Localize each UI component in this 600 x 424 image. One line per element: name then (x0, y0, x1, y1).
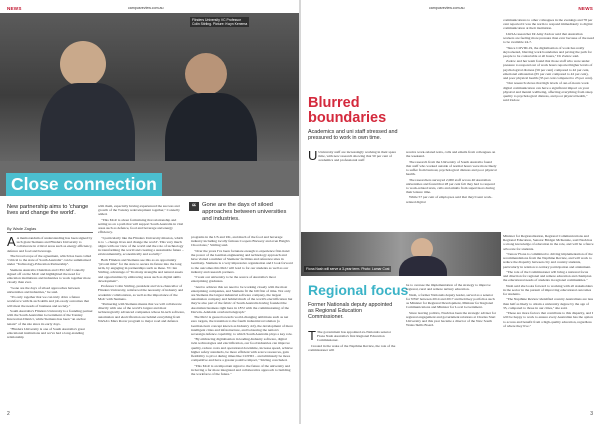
left-page (0, 0, 299, 424)
fiona-nash-photo (301, 232, 501, 276)
blurred-boundaries-title: Blurred boundaries (308, 95, 387, 126)
site-url: campusreview.com.au (429, 6, 465, 10)
site-url: campusreview.com.au (128, 6, 164, 10)
article1-column-2: receive work-related texts, calls and emails from colleagues on the weekend. The research from the University of South Australia found that staff who worked outside of normal hours were more likely to suffer from burnout, psychological distress and poor physical health. The researchers surveyed 2,000 staff across 40 Australian universities and found that 28 per cent felt they had to respond to work-related texts, calls and emails from supervisors during their leisure time. While 57 per cent of employees said that they'd sent work-related digital (406, 150, 497, 204)
body-column-3: programs in the US and UK, and much of the food and beverage industry including locally famous Coopers Brewery and even Haigh's Chocolates," Stirling said. "Over the years I've been fortunate enough to experience first-hand the power of the German engineering and technology approach and have visited a number of Siemens' facilities and reference sites in Germany. Siemens is a very impressive organisation and I look forward to the outcomes this MoU will lead to for our students as well as our industry and research partners. "I want our university to be the source of Australia's most enterprising graduates. "And to achieve this we need to be working closely with the most enterprising companies, and Siemens fit the bill first of time. Not only are Siemens the largest industrial software company, the largest automation company and behind much of the world's electrification but they're also part of the fabric of South Australia having founded the Australian business right here in 1872 with the commissioning of the Darwin–Adelaide overland telegraph." The MoU is geared towards world-changing ambitions such as net zero targets, the transition to the fourth industrial revolution (a German-born concept known as Industry 4.0), the development of more intelligent cities and infrastructure, and bolstering the nation's sovereign defence capability, to which South Australia plays a key role. "By embracing digitalisation in leading-Industry software, digital twin technologies and electrification, our food industries can improve quality, reduce costs and operational downtime, increase speed, achieve higher safety standards, be more efficient with scarce resources, gain flexibility to pivot during times like COVID – and ultimately be more competitive and have a greater positive impact," Stirling concluded. "This MoU is an important signal to the future of the university and in having a far more integrated and collaborative approach to building the workforce of the future." (191, 235, 293, 376)
standfirst: New partnership aims to 'change lives and change the world'. (7, 204, 89, 217)
page-number: 2 (7, 411, 10, 417)
article-title: Close connection (6, 173, 162, 196)
body-column-1: A A memorandum of understanding has been signed by tech giant Siemens and Flinders University to collaborate in critical areas such as energy efficiency, defence and food and beverage. The broad scope of the agreement, which has been called "critical to the state of South Australia" can be summarised under "Technology-Education Partnership". Siemens Australia Chairman and CEO Jeff Connolly signed off on the MoU and highlighted the need for education institutions and industries to work together more closely than ever. "Gone are the days of siloed approaches between universities and industries," he said. "It's only together that we can truly drive a future workforce with hi-tech skills and job-ready outcomes that will meet the needs of business and society." South Australia's Flinders University is a founding partner with the South Australian Government of the Tonsley Innovation District, while Siemens has been "an anchor tenant" of the site since its early days. "Flinders University is one of South Australia's great educational institutions and we've had a long-standing relationship (7, 236, 93, 340)
article2-column-3: Minister for Regionalisation, Regional Communications and Regional Education, Senator Bridget McKenzie, said Nash has a strong knowledge of education in the role, and will be a fierce advocate for students. "I know Fiona is committed to driving implementation of the recommendations from the Napthine Review, and will work to reduce the disparity between city and country students, particularly in relation to tertiary participation and attainment. "The role of the Commissioner will bring a national focus and direction for regional and remote education and champion the educational needs of students in regional communities." Nash said she looks forward to working with all stakeholders in the sector in the pursuit of improving educational outcomes for students. "The Napthine Review identified country Australians are less than half as likely to obtain a university degree by the age of 35, compared to those in our cities," she said. "These are more factors that contribute to this disparity, and I will be happy to work to ensure every Australian has the option to access and benefit from a high-quality education, regardless of where they live." (503, 234, 594, 328)
article1-subhead: Academics and uni staff stressed and pressured to work in own time. (308, 129, 398, 142)
right-page (301, 0, 600, 424)
article1-column-3: communications to other colleagues in the evenings and 78 per cent reported it was the norm to respond immediately to digital communication at their institution. UniSA researcher Dr Amy Zadow said that Australian workers are feeling more pressure than ever because of the need to be available 24-7. "Since COVID-19, the digitalisation of work has really skyrocketed, blurring work boundaries and paving the path for people to be contactable at all hours," Dr Zadow said. Zadow and her team found that those staff who were under pressure to respond out of work hours reported higher levels of psychological distress (56 per cent) compared to 42 per cent, emotional exhaustion (65 per cent compared to 42 per cent), and poor physical health (35 per cent compared to 23 per cent). "Our research shows that high levels of out-of-hours work digital communication can have a significant impact on your physical and mental wellbeing, affecting everything from sleep quality to psychological distress, and poor physical health," said Zadow. (503, 18, 594, 103)
body-column-2: with them, especially having experienced the success and growth of the Tonsley redevelopment together," Connolly added. "This MoU is about formalising that relationship and setting us on a path that will support South Australia in vital areas such as defence, food and beverage and energy efficiency. "I particularly like the Flinders University mission, which is to '...change lives and change the world'. This very much aligns with our view of the world and the role of technology in transforming the world and creating a sustainable future – environmentally, economically and socially." Both Flinders and Siemens see this as an opportunity "pivotal time" for the state to secure its future into the long term, by engaging in partnerships such as these. VC Ian Stirling, advantage of "Its many strengths and natural assets and opportunities by embracing areas such as digital skills development". Professor Colin Stirling, president and vice-chancellor of Flinders University, reinforced the necessity of industry and academic collaboration, as well as the importance of the MoU with Siemens. "Partnering with Siemens means that we will collaborate directly with one of the world's largest and most technologically advanced companies whose hi-tech software, automation and electrification are behind everything from NASA's Mars Rover program to major road and defence (98, 204, 185, 323)
article2-subhead: Former Nationals deputy appointed as Regional Education Commissioner. (308, 302, 393, 321)
quote-icon: “ (189, 202, 199, 211)
photo-caption: Flinders University VC Professor Colin Stirling. Picture: Kwyn Kenema (192, 18, 248, 27)
divider (7, 232, 93, 233)
section-header: NEWS (578, 6, 593, 11)
pull-quote: “ Gone are the days of siloed approaches between universities and industries. (189, 202, 293, 223)
siemens-signing-photo (0, 13, 299, 196)
photo-caption: Fiona Nash will serve a 3-year term. Photo: Lamar Cost (306, 267, 390, 271)
section-header: NEWS (7, 6, 22, 11)
article2-column-1: T The government has appointed ex-Nationals senator Fiona Nash Australia's first Regional Education Commissioner. Created in the wake of the Napthine Review, the role of the commissioner will (308, 330, 396, 352)
article1-column-1: U University staff are increasingly working in their spare time, with new research showing that 50 per cent of academics and professional staff (308, 150, 397, 163)
page-number: 3 (590, 411, 593, 417)
article2-column-2: be to oversee the implementation of the strategy to improve regional, rural and remote tertiary education. Nash, a former Nationals deputy leader, served as a senator for NSW between 2014 and 2017 and held key portfolios such as Minister for Regional Development, Minister for Regional Communications and Minister for Local Government. Since leaving politics, Nash has been the strategic adviser for regional engagement and government relations at Charles Sturt University and this year became a director of the New South Wales Skills Board. (406, 283, 497, 328)
byline: By Wade Zaglas (7, 226, 37, 231)
regional-focus-title: Regional focus (308, 282, 409, 298)
